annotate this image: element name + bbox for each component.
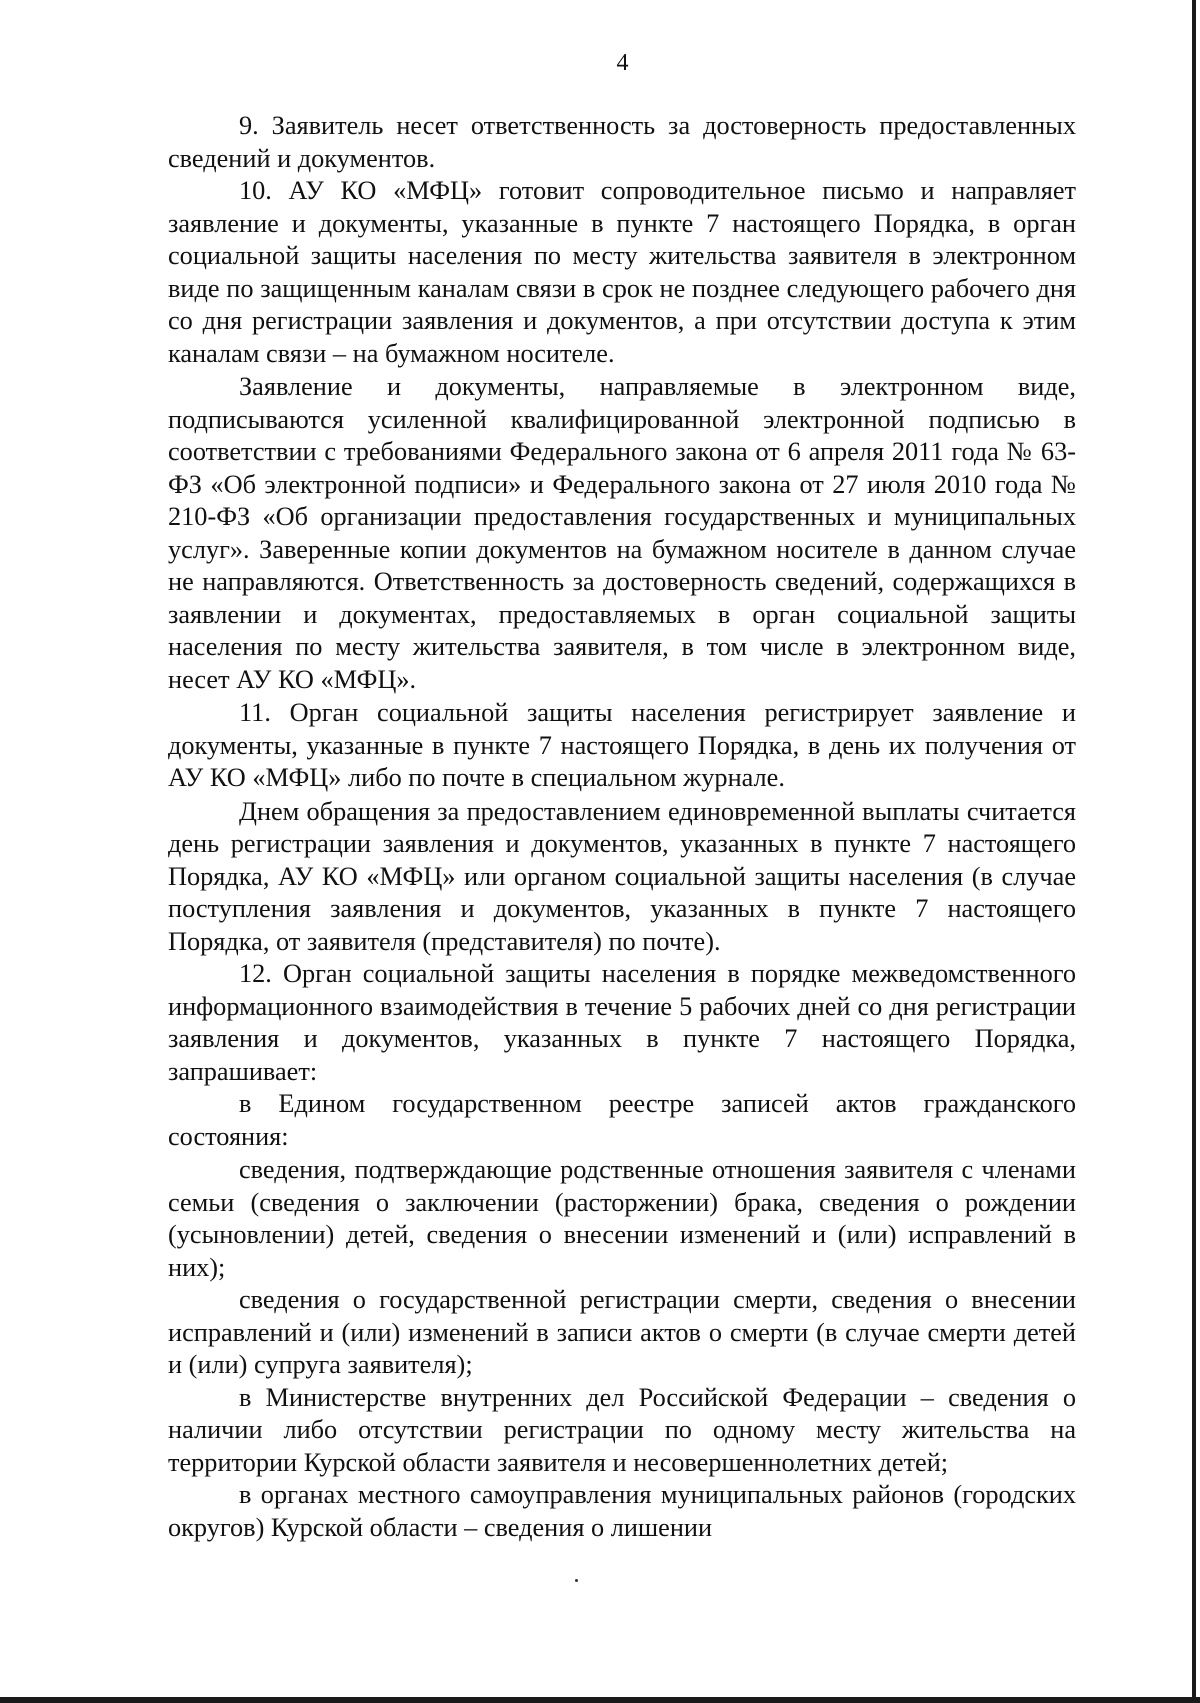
paragraph-12: 12. Орган социальной защиты населения в порядке межведомственного информационного взаимодействия в течение 5 рабочих дней со дня регистрации заявления и документов, указанных в пункте 7 настоящего Порядка, запрашивает: — [168, 959, 1076, 1086]
scan-edge-bottom — [0, 1697, 1200, 1703]
paragraph-death-registration: сведения о государственной регистрации смерти, сведения о внесении исправлений и (или) изменений в записи актов о смерти (в случае смерти детей и (или) супруга заявителя); — [168, 1285, 1076, 1379]
paragraph-electronic-signature: Заявление и документы, направляемые в электронном виде, подписываются усиленной квалифицированной электронной подписью в соответствии с требованиями Федерального закона от 6 апреля 2011 года № 63-ФЗ «Об электронной подписи» и Федерального закона от 27 июля 2010 года № 210-ФЗ «Об организации предоставления государственных и муниципальных услуг». Заверенные копии документов на бумажном носителе в данном случае не направляются. Ответственность за достоверность сведений, содержащихся в заявлении и документах, предоставляемых в орган социальной защиты населения по месту жительства заявителя, в том числе в электронном виде, несет АУ КО «МФЦ». — [168, 372, 1076, 694]
paragraph-kinship-info: сведения, подтверждающие родственные отношения заявителя с членами семьи (сведения о заключении (расторжении) брака, сведения о рождении (усыновлении) детей, сведения о внесении изменений и (или) исправлений в них); — [168, 1155, 1076, 1282]
paragraph-local-government: в органах местного самоуправления муниципальных районов (городских округов) Курской области – сведения о лишении — [168, 1480, 1076, 1542]
paragraph-interior-ministry: в Министерстве внутренних дел Российской Федерации – сведения о наличии либо отсутствии регистрации по одному месту жительства на территории Курской области заявителя и несовершеннолетних детей; — [168, 1382, 1076, 1477]
paragraph-11: 11. Орган социальной защиты населения регистрирует заявление и документы, указанные в пункте 7 настоящего Порядка, в день их получения от АУ КО «МФЦ» либо по почте в специальном журнале. — [168, 698, 1076, 792]
scan-speck — [575, 1579, 578, 1582]
paragraph-application-date: Днем обращения за предоставлением единовременной выплаты считается день регистрации заявления и документов, указанных в пункте 7 настоящего Порядка, АУ КО «МФЦ» или органом социальной защиты населения (в случае поступления заявления и документов, указанных в пункте 7 настоящего Порядка, от заявителя (представителя) по почте). — [168, 796, 1076, 956]
paragraph-9: 9. Заявитель несет ответственность за достоверность предоставленных сведений и документов. — [168, 111, 1076, 173]
paragraph-civil-registry: в Едином государственном реестре записей актов гражданского состояния: — [168, 1089, 1076, 1151]
paragraph-10: 10. АУ КО «МФЦ» готовит сопроводительное письмо и направляет заявление и документы, указанные в пункте 7 настоящего Порядка, в орган социальной защиты населения по месту жительства заявителя в электронном виде по защищенным каналам связи в срок не позднее следующего рабочего дня со дня регистрации заявления и документов, а при отсутствии доступа к этим каналам связи – на бумажном носителе. — [168, 176, 1076, 368]
page-number: 4 — [616, 50, 629, 76]
scan-edge-right — [1192, 0, 1196, 1703]
document-body — [168, 110, 1076, 1544]
